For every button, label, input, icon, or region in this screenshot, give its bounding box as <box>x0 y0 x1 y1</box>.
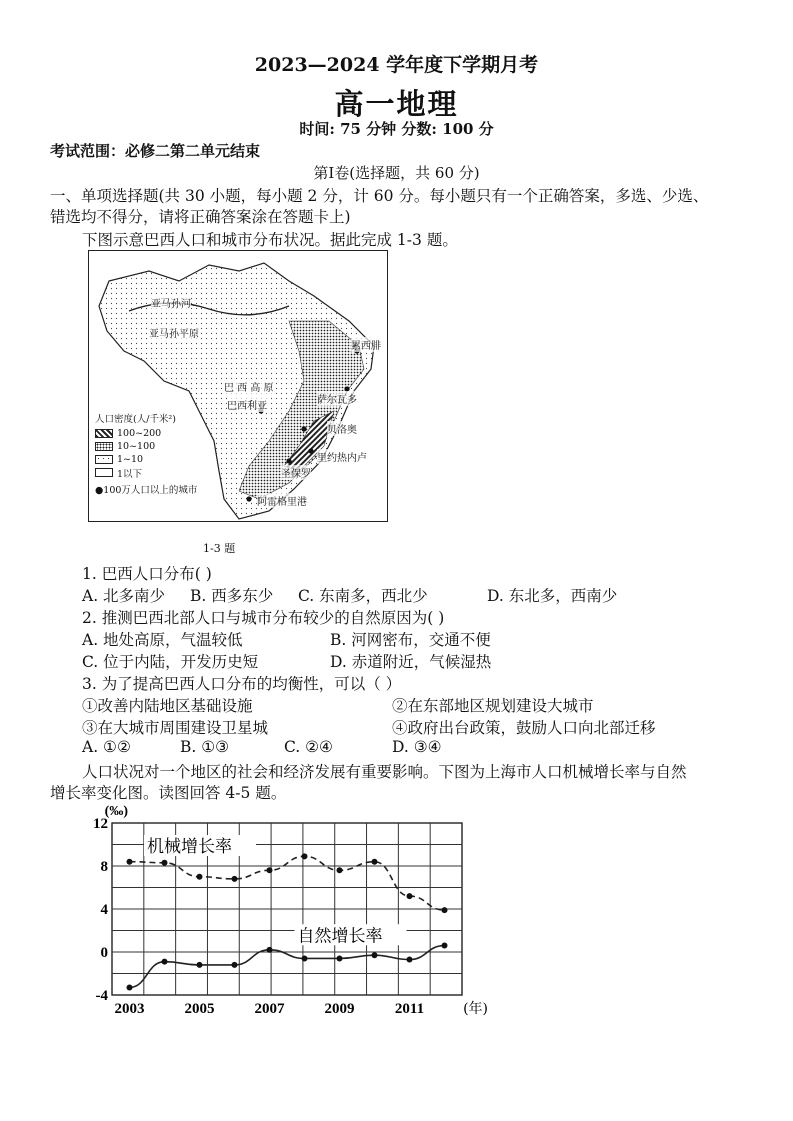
q3-statement-1: ①改善内陆地区基础设施 <box>82 697 253 715</box>
legend-city: ●100万人口以上的城市 <box>95 485 198 496</box>
y-tick-label: -4 <box>95 988 108 1004</box>
series-2-point <box>372 952 378 958</box>
q3-stem: 3. 为了提高巴西人口分布的均衡性，可以（ ） <box>82 675 402 693</box>
q3-option-b: B. ①③ <box>180 738 230 756</box>
q3-option-c: C. ②④ <box>284 738 333 756</box>
exam-title: 2023—2024 学年度下学期月考 <box>254 54 539 76</box>
q1-option-c: C. 东南多，西北少 <box>298 587 428 605</box>
q3-statement-4: ④政府出台政策，鼓励人口向北部迁移 <box>392 719 656 737</box>
label-amazon-river: 亚马孙河 <box>151 295 191 310</box>
series-2-point <box>267 947 273 953</box>
city-saopaulo <box>286 458 291 463</box>
series-2-point <box>407 957 413 963</box>
series-1-point <box>197 874 203 880</box>
series-1-point <box>442 907 448 913</box>
exam-scope: 考试范围：必修二第二单元结束 <box>50 142 261 160</box>
legend-text-1: 100~200 <box>117 428 162 439</box>
q2-option-c: C. 位于内陆，开发历史短 <box>82 653 259 671</box>
x-tick-label: 2007 <box>254 1001 285 1017</box>
series-label-2: 自然增长率 <box>297 926 383 947</box>
label-brasilia: 巴西利亚 <box>227 397 267 412</box>
series-2-point <box>337 955 343 961</box>
q1-option-a: A. 北多南少 <box>82 587 166 605</box>
city-rio <box>308 448 313 453</box>
series-1-point <box>302 853 308 859</box>
subject-title: 高一地理 <box>334 87 459 121</box>
series-1-point <box>372 859 378 865</box>
q3-statement-2: ②在东部地区规划建设大城市 <box>392 697 594 715</box>
shanghai-growth-chart <box>80 797 490 1027</box>
y-axis-label: (‰) <box>104 804 128 819</box>
part-title: 第Ⅰ卷(选择题，共 60 分) <box>313 164 480 182</box>
series-1-point <box>162 860 168 866</box>
map-legend <box>95 411 197 496</box>
map-caption: 1-3 题 <box>203 542 236 555</box>
q3-option-a: A. ①② <box>82 738 131 756</box>
series-2-point <box>197 962 203 968</box>
series-label-1: 机械增长率 <box>147 837 232 858</box>
label-salvador: 萨尔瓦多 <box>317 391 357 406</box>
label-belo: 贝洛奥 <box>327 421 357 436</box>
x-tick-label: 2009 <box>324 1001 355 1017</box>
q2-option-b: B. 河网密布，交通不便 <box>330 631 491 649</box>
label-rio: 里约热内卢 <box>317 449 367 464</box>
series-1-point <box>127 859 133 865</box>
q1-option-d: D. 东北多，西南少 <box>487 587 618 605</box>
series-1-point <box>337 867 343 873</box>
intro-4-5-line-2: 增长率变化图。读图回答 4-5 题。 <box>50 784 287 802</box>
q1-option-b: B. 西多东少 <box>190 587 274 605</box>
y-tick-label: 4 <box>100 902 108 918</box>
series-1-point <box>407 893 413 899</box>
series-1-point <box>267 867 273 873</box>
instructions-line-1: 一、单项选择题(共 30 小题，每小题 2 分，计 60 分。每小题只有一个正确答案，多选、少选、 <box>50 187 709 205</box>
legend-title: 人口密度(人/千米²) <box>95 414 176 425</box>
swatch-2 <box>95 442 113 451</box>
legend-text-2: 10~100 <box>117 441 156 452</box>
label-amazon-plain: 亚马孙平原 <box>149 325 199 340</box>
intro-1-3: 下图示意巴西人口和城市分布状况。据此完成 1-3 题。 <box>82 231 458 249</box>
y-tick-label: 0 <box>100 945 108 961</box>
label-highland: 巴 西 高 原 <box>224 379 274 394</box>
legend-row-2 <box>95 440 197 453</box>
x-tick-label: 2003 <box>114 1001 145 1017</box>
q3-statement-3: ③在大城市周围建设卫星城 <box>82 719 269 737</box>
series-2-point <box>232 962 238 968</box>
series-2-point <box>442 943 448 949</box>
x-axis-label: (年) <box>463 1001 488 1017</box>
intro-4-5-line-1: 人口状况对一个地区的社会和经济发展有重要影响。下图为上海市人口机械增长率与自然 <box>82 763 687 781</box>
brazil-population-map <box>88 250 388 522</box>
instructions-line-2: 错选均不得分，请将正确答案涂在答题卡上) <box>50 208 351 226</box>
label-saopaulo: 圣保罗 <box>281 465 311 480</box>
legend-row-3 <box>95 453 197 466</box>
city-porto <box>246 496 251 501</box>
swatch-4 <box>95 468 113 477</box>
series-line-1 <box>130 856 445 910</box>
label-recife: 累西腓 <box>351 337 381 352</box>
series-1-point <box>232 876 238 882</box>
legend-text-3: 1~10 <box>117 454 144 465</box>
swatch-1 <box>95 429 113 438</box>
y-tick-label: 8 <box>100 859 108 875</box>
label-porto: 阿雷格里港 <box>257 493 307 508</box>
x-tick-label: 2011 <box>394 1001 425 1017</box>
chart-svg <box>80 797 490 1027</box>
q3-option-d: D. ③④ <box>392 738 442 756</box>
legend-text-4: 1以下 <box>117 468 143 480</box>
swatch-3 <box>95 455 113 464</box>
series-2-point <box>127 984 133 990</box>
q2-option-a: A. 地处高原，气温较低 <box>82 631 243 649</box>
series-2-point <box>162 959 168 965</box>
legend-row-1 <box>95 427 197 440</box>
q2-option-d: D. 赤道附近，气候湿热 <box>330 653 492 671</box>
series-2-point <box>302 955 308 961</box>
q2-stem: 2. 推测巴西北部人口与城市分布较少的自然原因为( ) <box>82 609 445 627</box>
city-belo <box>301 426 306 431</box>
x-tick-label: 2005 <box>184 1001 215 1017</box>
q1-stem: 1. 巴西人口分布( ) <box>82 565 212 583</box>
legend-row-4 <box>95 466 197 479</box>
y-tick-label: 12 <box>93 816 108 832</box>
time-score: 时间: 75 分钟 分数: 100 分 <box>299 120 494 138</box>
